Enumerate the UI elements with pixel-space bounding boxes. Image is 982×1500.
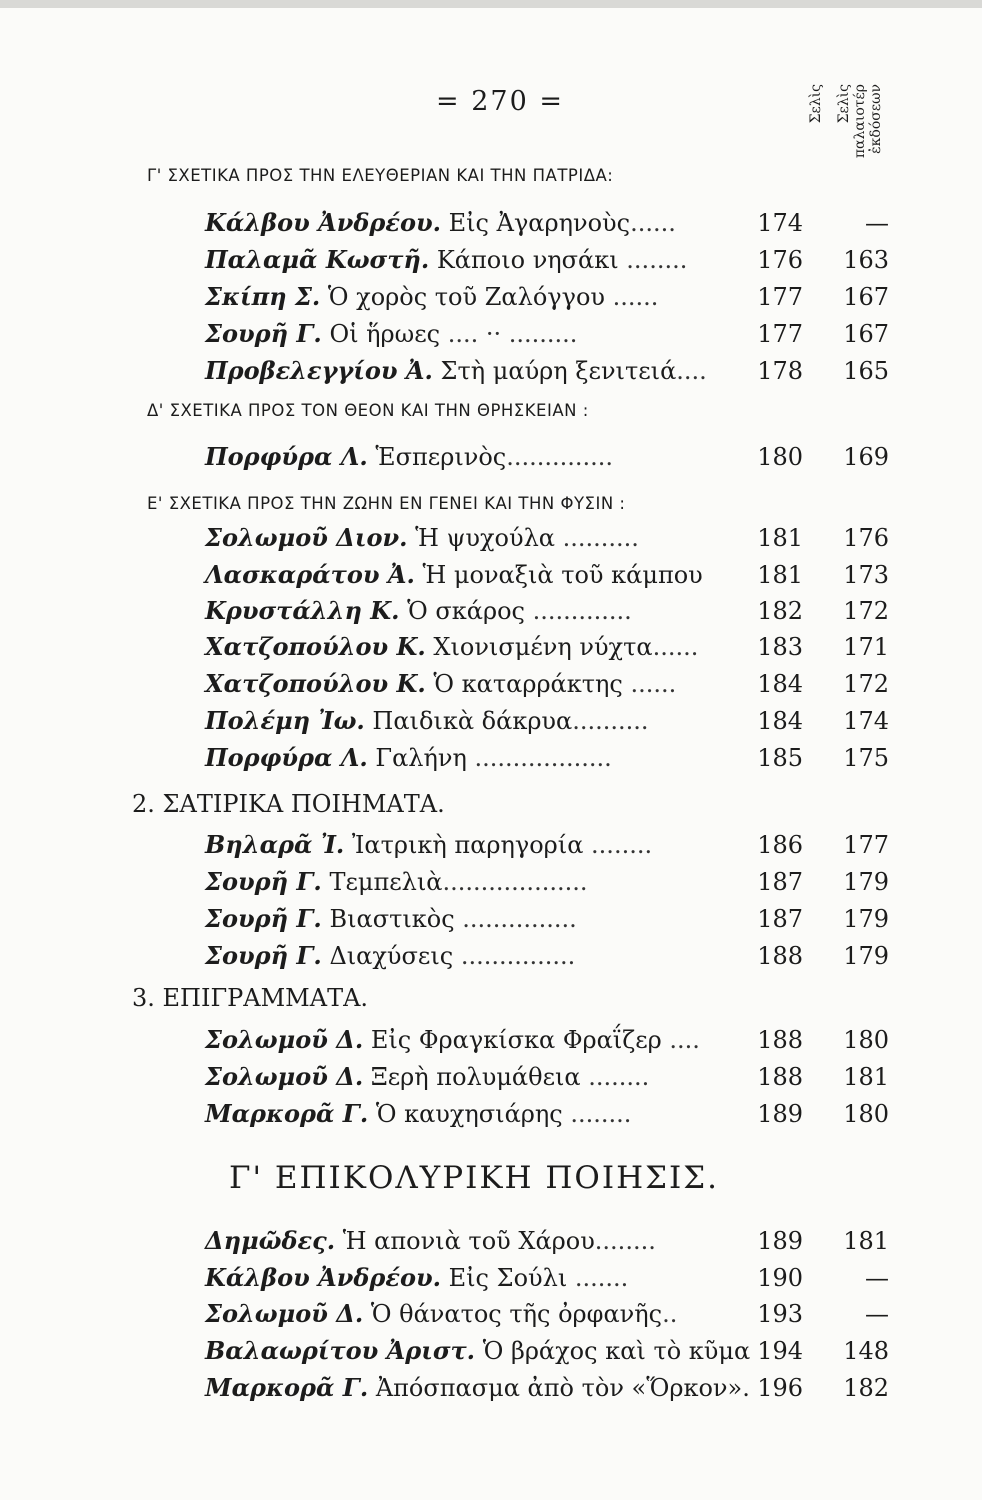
entry-old-page: 181 <box>843 1063 889 1091</box>
entry-page: 186 <box>757 831 803 859</box>
entry-title: Εἰς Σούλι <box>448 1264 568 1292</box>
entry-author: Σολωμοῦ Δ. <box>205 1062 364 1091</box>
entry-old-page: 177 <box>843 831 889 859</box>
entry-author: Βαλαωρίτου Ἀριστ. <box>205 1336 476 1365</box>
entry-author: Δημῶδες. <box>205 1226 336 1255</box>
entry-old-page: 172 <box>843 670 889 698</box>
entry-title: Ἡ μοναξιὰ τοῦ κάμπου <box>422 561 703 589</box>
toc-entry <box>205 1059 889 1095</box>
entry-leader: .... ·· ......... <box>440 320 578 348</box>
entry-title: Ὁ θάνατος τῆς ὀρφανῆς <box>370 1300 663 1328</box>
entry-page: 177 <box>757 320 803 348</box>
column-header-old-page-3: ἐκδόσεων <box>868 84 884 154</box>
entry-page: 189 <box>757 1100 803 1128</box>
entry-author: Κάλβου Ἀνδρέου. <box>205 208 441 237</box>
entry-author: Λασκαράτου Ἀ. <box>205 560 415 589</box>
entry-old-page: 174 <box>843 707 889 735</box>
toc-entry <box>205 279 889 315</box>
entry-old-page: 148 <box>843 1337 889 1365</box>
entry-page: 174 <box>757 209 803 237</box>
toc-entry <box>205 520 889 556</box>
entry-title: Κάποιο νησάκι <box>436 246 619 274</box>
entry-title: Ἀπόσπασμα ἀπὸ τὸν «Ὅρκον». <box>375 1374 750 1402</box>
entry-old-page: 165 <box>843 357 889 385</box>
entry-old-page: 180 <box>843 1026 889 1054</box>
toc-entry <box>205 666 889 702</box>
entry-page: 187 <box>757 868 803 896</box>
entry-title: Ἡ ψυχούλα <box>415 524 555 552</box>
toc-entry <box>205 1296 889 1332</box>
toc-entry <box>205 242 889 278</box>
toc-entry <box>205 353 889 389</box>
entry-title: Βιαστικὸς <box>329 905 455 933</box>
entry-leader: ........ <box>562 1100 632 1128</box>
entry-old-page: 167 <box>843 320 889 348</box>
entry-author: Σουρῆ Γ. <box>205 941 322 970</box>
entry-author: Σολωμοῦ Διον. <box>205 523 408 552</box>
entry-old-page: — <box>865 209 889 237</box>
entry-title: Ὁ σκάρος <box>407 597 525 625</box>
toc-entry <box>205 439 889 475</box>
toc-entry <box>205 1022 889 1058</box>
entry-old-page: 167 <box>843 283 889 311</box>
entry-leader: .... <box>661 1026 700 1054</box>
section-heading-epikoliriki: Γ' ΕΠΙΚΟΛΥΡΙΚΗ ΠΟΙΗΣΙΣ. <box>229 1160 720 1196</box>
section-heading-satirika: 2. ΣΑΤΙΡΙΚΑ ΠΟΙΗΜΑΤΑ. <box>132 790 445 818</box>
section-heading-epigrammata: 3. ΕΠΙΓΡΑΜΜΑΤΑ. <box>132 984 369 1012</box>
toc-entry <box>205 205 889 241</box>
entry-page: 190 <box>757 1264 803 1292</box>
entry-title: Στὴ μαύρη ξενιτειά <box>440 357 677 385</box>
entry-author: Κρυστάλλη Κ. <box>205 596 400 625</box>
entry-title: Εἰς Ἀγαρηνοὺς <box>448 209 631 237</box>
entry-old-page: 182 <box>843 1374 889 1402</box>
entry-author: Σουρῆ Γ. <box>205 319 322 348</box>
toc-entry <box>205 827 889 863</box>
entry-leader: ...... <box>630 209 676 237</box>
column-header-old-page: Σελὶς <box>836 84 852 124</box>
entry-page: 188 <box>757 942 803 970</box>
entry-old-page: 173 <box>843 561 889 589</box>
entry-page: 194 <box>757 1337 803 1365</box>
entry-page: 196 <box>757 1374 803 1402</box>
entry-title: Ἰατρικὴ παρηγορία <box>351 831 584 859</box>
entry-title: Οἱ ἥρωες <box>329 320 441 348</box>
toc-entry <box>205 740 889 776</box>
entry-old-page: 163 <box>843 246 889 274</box>
entry-page: 189 <box>757 1227 803 1255</box>
entry-page: 181 <box>757 524 803 552</box>
entry-leader: .......... <box>555 524 639 552</box>
entry-author: Μαρκορᾶ Γ. <box>205 1373 369 1402</box>
toc-entry <box>205 629 889 665</box>
entry-page: 185 <box>757 744 803 772</box>
entry-old-page: 175 <box>843 744 889 772</box>
entry-leader: ...... <box>652 633 699 661</box>
entry-page: 182 <box>757 597 803 625</box>
column-header-old-page-2: παλαιοτέρ <box>852 84 868 159</box>
entry-leader: ...... <box>622 670 677 698</box>
entry-old-page: 181 <box>843 1227 889 1255</box>
entry-title: Ὁ καυχησιάρης <box>375 1100 563 1128</box>
page-top-edge <box>0 0 982 8</box>
section-heading-delta: Δ' ΣΧΕΤΙΚΑ ΠΡΟΣ ΤΟΝ ΘΕΟΝ ΚΑΙ ΤΗΝ ΘΡΗΣΚΕΙΑΝ : <box>147 401 589 420</box>
toc-entry <box>205 1260 889 1296</box>
entry-leader: .......... <box>572 707 649 735</box>
entry-author: Μαρκορᾶ Γ. <box>205 1099 369 1128</box>
entry-author: Σουρῆ Γ. <box>205 904 322 933</box>
entry-author: Πολέμη Ἰω. <box>205 706 365 735</box>
toc-entry <box>205 1370 889 1406</box>
entry-page: 193 <box>757 1300 803 1328</box>
entry-page: 180 <box>757 443 803 471</box>
entry-leader: ............... <box>454 905 577 933</box>
toc-entry <box>205 593 889 629</box>
entry-leader: ....... <box>567 1264 629 1292</box>
entry-author: Παλαμᾶ Κωστῆ. <box>205 245 430 274</box>
section-heading-gamma: Γ' ΣΧΕΤΙΚΑ ΠΡΟΣ ΤΗΝ ΕΛΕΥΘΕΡΙΑΝ ΚΑΙ ΤΗΝ ΠΑΤΡΙΔΑ: <box>147 166 614 185</box>
entry-author: Σολωμοῦ Δ. <box>205 1299 364 1328</box>
entry-page: 184 <box>757 707 803 735</box>
toc-entry <box>205 1096 889 1132</box>
entry-page: 178 <box>757 357 803 385</box>
entry-leader: ........ <box>580 1063 650 1091</box>
entry-leader: .............. <box>506 443 614 471</box>
entry-page: 181 <box>757 561 803 589</box>
toc-entry <box>205 703 889 739</box>
entry-title: Ἡ απονιὰ τοῦ Χάρου <box>342 1227 595 1255</box>
entry-leader: ................... <box>442 868 588 896</box>
entry-title: Διαχύσεις <box>329 942 454 970</box>
entry-leader: .... <box>676 357 707 385</box>
entry-old-page: 179 <box>843 868 889 896</box>
toc-entry <box>205 1223 889 1259</box>
entry-old-page: 176 <box>843 524 889 552</box>
entry-title: Ξερὴ πολυμάθεια <box>370 1063 581 1091</box>
entry-leader: ........ <box>618 246 688 274</box>
entry-author: Σκίπη Σ. <box>205 282 321 311</box>
entry-old-page: — <box>865 1264 889 1292</box>
entry-leader: ............. <box>524 597 632 625</box>
entry-author: Βηλαρᾶ Ἰ. <box>205 830 345 859</box>
entry-leader: ........ <box>594 1227 656 1255</box>
section-heading-epsilon: Ε' ΣΧΕΤΙΚΑ ΠΡΟΣ ΤΗΝ ΖΩΗΝ ΕΝ ΓΕΝΕΙ ΚΑΙ ΤΗΝ ΦΥΣΙΝ : <box>147 494 626 513</box>
entry-old-page: — <box>865 1300 889 1328</box>
page-number: = 270 = <box>436 86 564 117</box>
entry-leader: ............... <box>453 942 576 970</box>
toc-entry <box>205 901 889 937</box>
entry-title: Τεμπελιὰ <box>329 868 443 896</box>
entry-title: Εἰς Φραγκίσκα Φραΐζερ <box>370 1026 662 1054</box>
entry-leader: .................. <box>466 744 612 772</box>
entry-page: 187 <box>757 905 803 933</box>
entry-author: Σουρῆ Γ. <box>205 867 322 896</box>
entry-author: Πορφύρα Λ. <box>205 743 368 772</box>
entry-page: 188 <box>757 1026 803 1054</box>
toc-entry <box>205 316 889 352</box>
toc-entry <box>205 1333 889 1369</box>
entry-page: 188 <box>757 1063 803 1091</box>
column-header-page: Σελὶς <box>808 84 824 124</box>
entry-author: Προβελεγγίου Ἀ. <box>205 356 433 385</box>
entry-page: 176 <box>757 246 803 274</box>
entry-old-page: 172 <box>843 597 889 625</box>
entry-title: Ὁ χορὸς τοῦ Ζαλόγγου <box>327 283 605 311</box>
entry-old-page: 179 <box>843 905 889 933</box>
toc-entry <box>205 864 889 900</box>
entry-author: Κάλβου Ἀνδρέου. <box>205 1263 441 1292</box>
entry-old-page: 169 <box>843 443 889 471</box>
toc-entry <box>205 557 889 593</box>
entry-title: Ὁ καταρράκτης <box>433 670 623 698</box>
entry-author: Σολωμοῦ Δ. <box>205 1025 364 1054</box>
entry-author: Χατζοπούλου Κ. <box>205 632 426 661</box>
entry-title: Παιδικὰ δάκρυα <box>372 707 573 735</box>
entry-page: 177 <box>757 283 803 311</box>
entry-leader: ...... <box>605 283 659 311</box>
entry-title: Ὁ βράχος καὶ τὸ κῦμα <box>482 1337 751 1365</box>
entry-page: 183 <box>757 633 803 661</box>
entry-title: Γαλήνη <box>375 744 467 772</box>
entry-title: Χιονισμένη νύχτα <box>433 633 653 661</box>
entry-author: Πορφύρα Λ. <box>205 442 368 471</box>
entry-old-page: 180 <box>843 1100 889 1128</box>
entry-old-page: 179 <box>843 942 889 970</box>
entry-title: Ἑσπερινὸς <box>375 443 507 471</box>
entry-author: Χατζοπούλου Κ. <box>205 669 426 698</box>
entry-page: 184 <box>757 670 803 698</box>
toc-entry <box>205 938 889 974</box>
entry-leader: .. <box>662 1300 678 1328</box>
entry-old-page: 171 <box>843 633 889 661</box>
entry-leader: ........ <box>583 831 653 859</box>
